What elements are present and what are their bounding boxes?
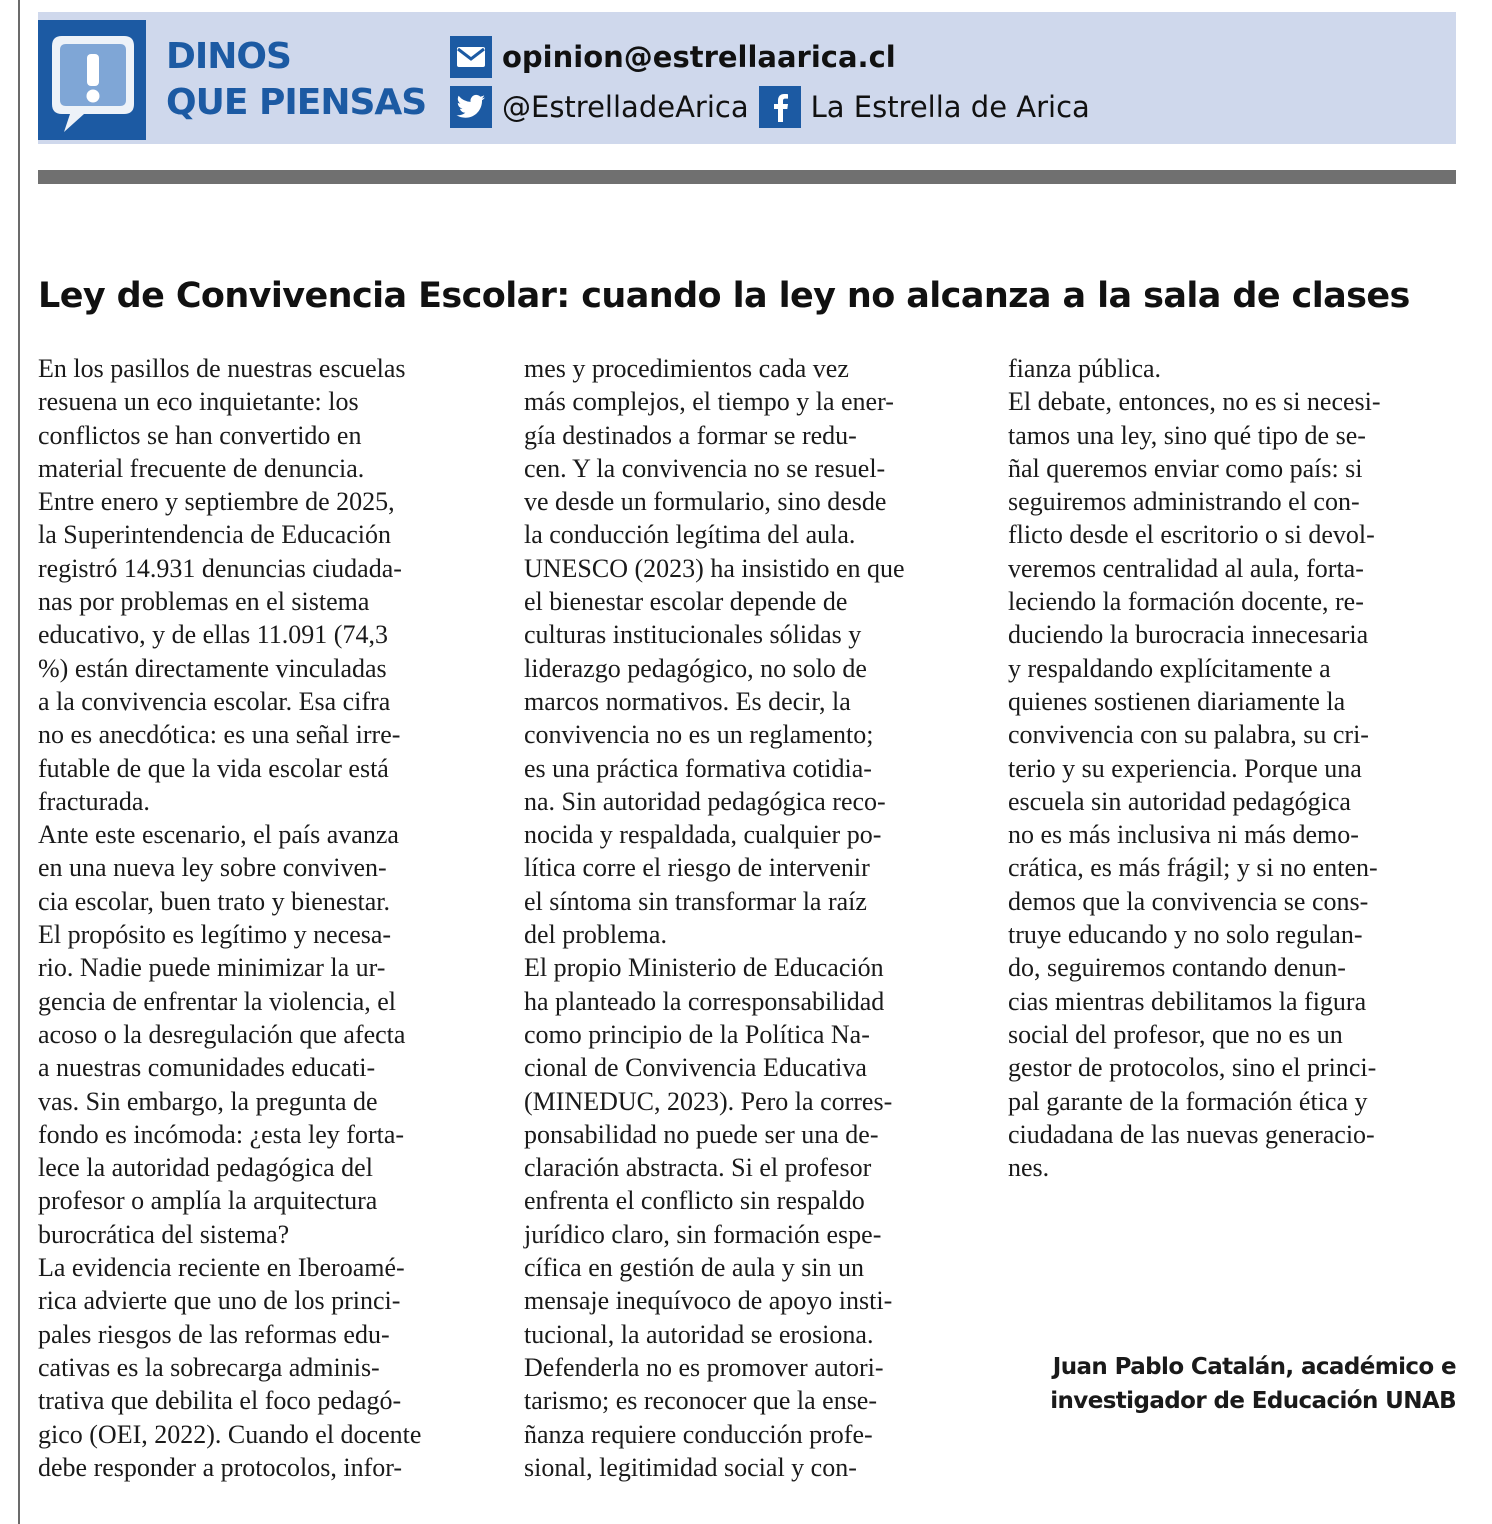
page-margin-rule <box>18 0 20 1524</box>
byline-line-1: Juan Pablo Catalán, académico e <box>1052 1354 1456 1380</box>
article-text-line: crática, es más frágil; y si no enten- <box>1008 853 1378 883</box>
article-text-line: terio y su experiencia. Porque una <box>1008 753 1362 783</box>
article-text-line: acoso o la desregulación que afecta <box>38 1019 406 1049</box>
article-text-line: gico (OEI, 2022). Cuando el docente <box>38 1419 422 1449</box>
section-brand <box>166 34 426 126</box>
article-text-line: culturas institucionales sólidas y <box>524 620 862 650</box>
article-text-line: seguiremos administrando el con- <box>1008 487 1360 517</box>
section-divider <box>38 170 1456 184</box>
article-text-line: sional, legitimidad social y con- <box>524 1452 857 1482</box>
article-text-line: del problema. <box>524 920 667 950</box>
article-text-line: mensaje inequívoco de apoyo insti- <box>524 1286 893 1316</box>
article-text-line: claración abstracta. Si el profesor <box>524 1153 872 1183</box>
article-text-line: resuena un eco inquietante: los <box>38 387 359 417</box>
article-text-line: cen. Y la convivencia no se resuel- <box>524 453 886 483</box>
article-text-line: ha planteado la corresponsabilidad <box>524 986 885 1016</box>
article-text-line: cífica en gestión de aula y sin un <box>524 1253 865 1283</box>
article-text-line: La evidencia reciente en Iberoamé- <box>38 1253 405 1283</box>
article-text-line: ñanza requiere conducción profe- <box>524 1419 873 1449</box>
article-text-line: escuela sin autoridad pedagógica <box>1008 786 1351 816</box>
article-text-line: educativo, y de ellas 11.091 (74,3 <box>38 620 388 650</box>
article-text-line: cias mientras debilitamos la figura <box>1008 986 1367 1016</box>
article-text-line: tamos una ley, sino qué tipo de se- <box>1008 420 1366 450</box>
article-text-line: la conducción legítima del aula. <box>524 520 856 550</box>
article-text-line: Defenderla no es promover autori- <box>524 1352 884 1382</box>
article-text-line: ve desde un formulario, sino desde <box>524 487 887 517</box>
facebook-page[interactable]: La Estrella de Arica <box>810 90 1090 124</box>
article-text-line: gía destinados a formar se redu- <box>524 420 857 450</box>
article-text-line: ponsabilidad no puede ser una de- <box>524 1119 879 1149</box>
article-text-line: leciendo la formación docente, re- <box>1008 587 1364 617</box>
article-text-line: material frecuente de denuncia. <box>38 453 365 483</box>
article-text-line: cia escolar, buen trato y bienestar. <box>38 886 390 916</box>
brand-line-2: QUE PIENSAS <box>166 82 427 123</box>
article-text-line: veremos centralidad al aula, forta- <box>1008 553 1364 583</box>
article-text-line: (MINEDUC, 2023). Pero la corres- <box>524 1086 893 1116</box>
article-text-line: jurídico claro, sin formación espe- <box>524 1219 882 1249</box>
email-contact <box>450 36 896 78</box>
article-text-line: tucional, la autoridad se erosiona. <box>524 1319 874 1349</box>
article-text-line: mes y procedimientos cada vez <box>524 354 849 383</box>
article-text-line: En los pasillos de nuestras escuelas <box>38 354 406 383</box>
article-text-line: liderazgo pedagógico, no solo de <box>524 653 867 683</box>
byline-line-2: investigador de Educación UNAB <box>1050 1388 1456 1414</box>
facebook-icon <box>759 86 801 128</box>
article-text-line: cativas es la sobrecarga adminis- <box>38 1352 380 1382</box>
article-title: Ley de Convivencia Escolar: cuando la ley no alcanza a la sala de clases <box>38 276 1410 316</box>
article-text-line: ciudadana de las nuevas generacio- <box>1008 1119 1375 1149</box>
article-text-line: lece la autoridad pedagógica del <box>38 1153 373 1183</box>
article-text-line: El propósito es legítimo y necesa- <box>38 920 392 950</box>
article-text-line: rica advierte que uno de los princi- <box>38 1286 401 1316</box>
article-text-line: El propio Ministerio de Educación <box>524 953 884 983</box>
twitter-handle[interactable]: @EstrelladeArica <box>502 90 749 124</box>
brand-line-1: DINOS <box>166 36 291 77</box>
article-text-line: el bienestar escolar depende de <box>524 587 848 617</box>
article-text-line: fondo es incómoda: ¿esta ley forta- <box>38 1119 405 1149</box>
article-text-line: quienes sostienen diariamente la <box>1008 686 1346 716</box>
article-text-line: pal garante de la formación ética y <box>1008 1086 1368 1116</box>
article-text-line: na. Sin autoridad pedagógica reco- <box>524 786 886 816</box>
article-text-line: marcos normativos. Es decir, la <box>524 686 851 716</box>
article-text-line: fianza pública. <box>1008 354 1162 383</box>
article-text-line: El debate, entonces, no es si necesi- <box>1008 387 1381 417</box>
article-text-line: fracturada. <box>38 786 150 816</box>
exclamation-speech-bubble-icon <box>38 20 146 140</box>
article-text-line: nas por problemas en el sistema <box>38 587 370 617</box>
article-text-line: gestor de protocolos, sino el princi- <box>1008 1053 1377 1083</box>
article-text-line: conflictos se han convertido en <box>38 420 362 450</box>
article-text-line: UNESCO (2023) ha insistido en que <box>524 553 905 583</box>
article-text-line: enfrenta el conflicto sin respaldo <box>524 1186 865 1216</box>
article-text-line: no es anecdótica: es una señal irre- <box>38 720 401 750</box>
article-text-line: ñal queremos enviar como país: si <box>1008 453 1363 483</box>
article-text-line: debe responder a protocolos, infor- <box>38 1452 403 1482</box>
article-text-line: Ante este escenario, el país avanza <box>38 820 399 850</box>
article-text-line: flicto desde el escritorio o si devol- <box>1008 520 1375 550</box>
article-text-line: convivencia no es un reglamento; <box>524 720 874 750</box>
article-text-line: trativa que debilita el foco pedagó- <box>38 1386 402 1416</box>
article-text-line: a nuestras comunidades educati- <box>38 1053 376 1083</box>
article-text-line: en una nueva ley sobre conviven- <box>38 853 387 883</box>
author-byline <box>1050 1350 1456 1418</box>
article-text-line: vas. Sin embargo, la pregunta de <box>38 1086 378 1116</box>
article-text-line: la Superintendencia de Educación <box>38 520 392 550</box>
article-text-line: a la convivencia escolar. Esa cifra <box>38 686 391 716</box>
article-text-line: pales riesgos de las reformas edu- <box>38 1319 390 1349</box>
article-text-line: y respaldando explícitamente a <box>1008 653 1331 683</box>
social-contacts <box>450 86 1090 128</box>
article-text-line: gencia de enfrentar la violencia, el <box>38 986 397 1016</box>
article-column-3 <box>1008 352 1460 1184</box>
article-text-line: tarismo; es reconocer que la ense- <box>524 1386 878 1416</box>
article-text-line: do, seguiremos contando denun- <box>1008 953 1346 983</box>
email-address[interactable]: opinion@estrellaarica.cl <box>502 40 896 74</box>
article-text-line: es una práctica formativa cotidia- <box>524 753 872 783</box>
article-text-line: duciendo la burocracia innecesaria <box>1008 620 1369 650</box>
article-text-line: registró 14.931 denuncias ciudada- <box>38 553 402 583</box>
article-text-line: truye educando y no solo regulan- <box>1008 920 1363 950</box>
article-text-line: profesor o amplía la arquitectura <box>38 1186 378 1216</box>
article-column-1 <box>38 352 496 1484</box>
article-text-line: nocida y respaldada, cualquier po- <box>524 820 882 850</box>
article-text-line: como principio de la Política Na- <box>524 1019 870 1049</box>
envelope-icon <box>450 36 492 78</box>
article-text-line: no es más inclusiva ni más demo- <box>1008 820 1359 850</box>
article-text-line: convivencia con su palabra, su cri- <box>1008 720 1369 750</box>
article-text-line: lítica corre el riesgo de intervenir <box>524 853 870 883</box>
twitter-bird-icon <box>450 86 492 128</box>
article-text-line: rio. Nadie puede minimizar la ur- <box>38 953 386 983</box>
article-text-line: cional de Convivencia Educativa <box>524 1053 867 1083</box>
article-text-line: %) están directamente vinculadas <box>38 653 387 683</box>
article-text-line: nes. <box>1008 1153 1050 1183</box>
article-text-line: más complejos, el tiempo y la ener- <box>524 387 894 417</box>
article-column-2 <box>524 352 980 1484</box>
article-text-line: social del profesor, que no es un <box>1008 1019 1343 1049</box>
article-text-line: Entre enero y septiembre de 2025, <box>38 487 395 517</box>
article-text-line: futable de que la vida escolar está <box>38 753 389 783</box>
article-text-line: burocrática del sistema? <box>38 1219 290 1249</box>
article-text-line: demos que la convivencia se cons- <box>1008 886 1369 916</box>
article-text-line: el síntoma sin transformar la raíz <box>524 886 867 916</box>
